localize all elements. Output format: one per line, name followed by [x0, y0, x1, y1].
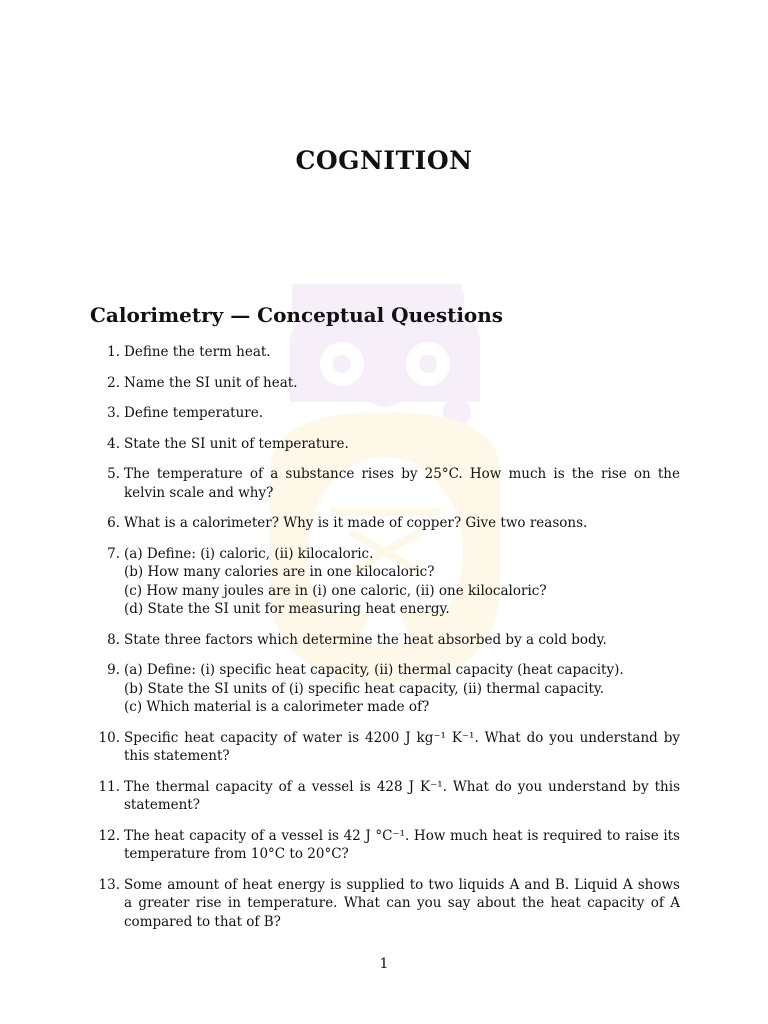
question-item: [90, 545, 680, 619]
question-line: State three factors which determine the heat absorbed by a cold body.: [124, 631, 607, 648]
question-number: 2.: [107, 374, 120, 391]
page-number: 1: [379, 956, 389, 972]
question-line: The thermal capacity of a vessel is 428 J K⁻¹. What do you understand by this statement?: [124, 778, 680, 813]
question-number: 3.: [107, 405, 120, 421]
question-line: Some amount of heat energy is supplied to two liquids A and B. Liquid A shows a greater rise in temperature. What can you say about the heat capacity of A compared to that of B?: [124, 876, 680, 930]
question-line: Define the term heat.: [124, 344, 271, 360]
question-line: Define temperature.: [124, 405, 263, 421]
question-text: [124, 661, 680, 717]
question-number: 6.: [107, 515, 120, 531]
question-number: 10.: [98, 729, 120, 746]
question-item: [90, 435, 680, 454]
question-text: [124, 876, 680, 932]
question-number: 5.: [107, 466, 120, 482]
question-line: (c) How many joules are in (i) one caloric, (ii) one kilocaloric?: [124, 582, 547, 599]
question-item: [90, 661, 680, 717]
question-line: (d) State the SI unit for measuring heat energy.: [124, 601, 450, 617]
question-text: [124, 435, 680, 454]
question-line: (a) Define: (i) specific heat capacity, (ii) thermal capacity (heat capacity).: [124, 662, 624, 678]
question-number: 4.: [107, 435, 120, 452]
question-number: 12.: [98, 827, 120, 844]
question-line: (c) Which material is a calorimeter made of?: [124, 699, 430, 715]
question-item: [90, 827, 680, 864]
question-line: State the SI unit of temperature.: [124, 435, 349, 452]
question-text: [124, 778, 680, 815]
question-line: The heat capacity of a vessel is 42 J °C⁻¹. How much heat is required to raise its temperature from 10°C to 20°C?: [124, 827, 680, 862]
question-text: [124, 631, 680, 650]
question-text: [124, 465, 680, 502]
question-line: (a) Define: (i) caloric, (ii) kilocaloric.: [124, 545, 374, 562]
question-number: 9.: [107, 662, 120, 678]
question-text: [124, 514, 680, 533]
question-item: [90, 876, 680, 932]
question-line: (b) How many calories are in one kilocaloric?: [124, 564, 435, 580]
question-item: [90, 374, 680, 393]
question-number: 1.: [107, 344, 120, 360]
question-line: The temperature of a substance rises by 25°C. How much is the rise on the kelvin scale and why?: [124, 466, 680, 501]
question-number: 7.: [107, 545, 120, 562]
question-item: [90, 404, 680, 423]
question-number: 11.: [98, 778, 120, 795]
question-list: [90, 343, 680, 943]
question-item: [90, 514, 680, 533]
question-item: [90, 631, 680, 650]
page-title: COGNITION: [295, 146, 473, 175]
question-item: [90, 465, 680, 502]
question-item: [90, 778, 680, 815]
question-item: [90, 343, 680, 362]
question-item: [90, 729, 680, 766]
question-text: [124, 374, 680, 393]
question-text: [124, 827, 680, 864]
question-text: [124, 343, 680, 362]
question-line: Name the SI unit of heat.: [124, 374, 298, 391]
question-line: What is a calorimeter? Why is it made of copper? Give two reasons.: [124, 515, 588, 531]
question-text: [124, 404, 680, 423]
question-text: [124, 545, 680, 619]
question-line: Specific heat capacity of water is 4200 J kg⁻¹ K⁻¹. What do you understand by this statement?: [124, 729, 680, 764]
question-number: 13.: [98, 876, 120, 893]
question-text: [124, 729, 680, 766]
question-line: (b) State the SI units of (i) specific heat capacity, (ii) thermal capacity.: [124, 680, 605, 697]
question-number: 8.: [107, 631, 120, 648]
section-title: Calorimetry — Conceptual Questions: [90, 303, 504, 327]
